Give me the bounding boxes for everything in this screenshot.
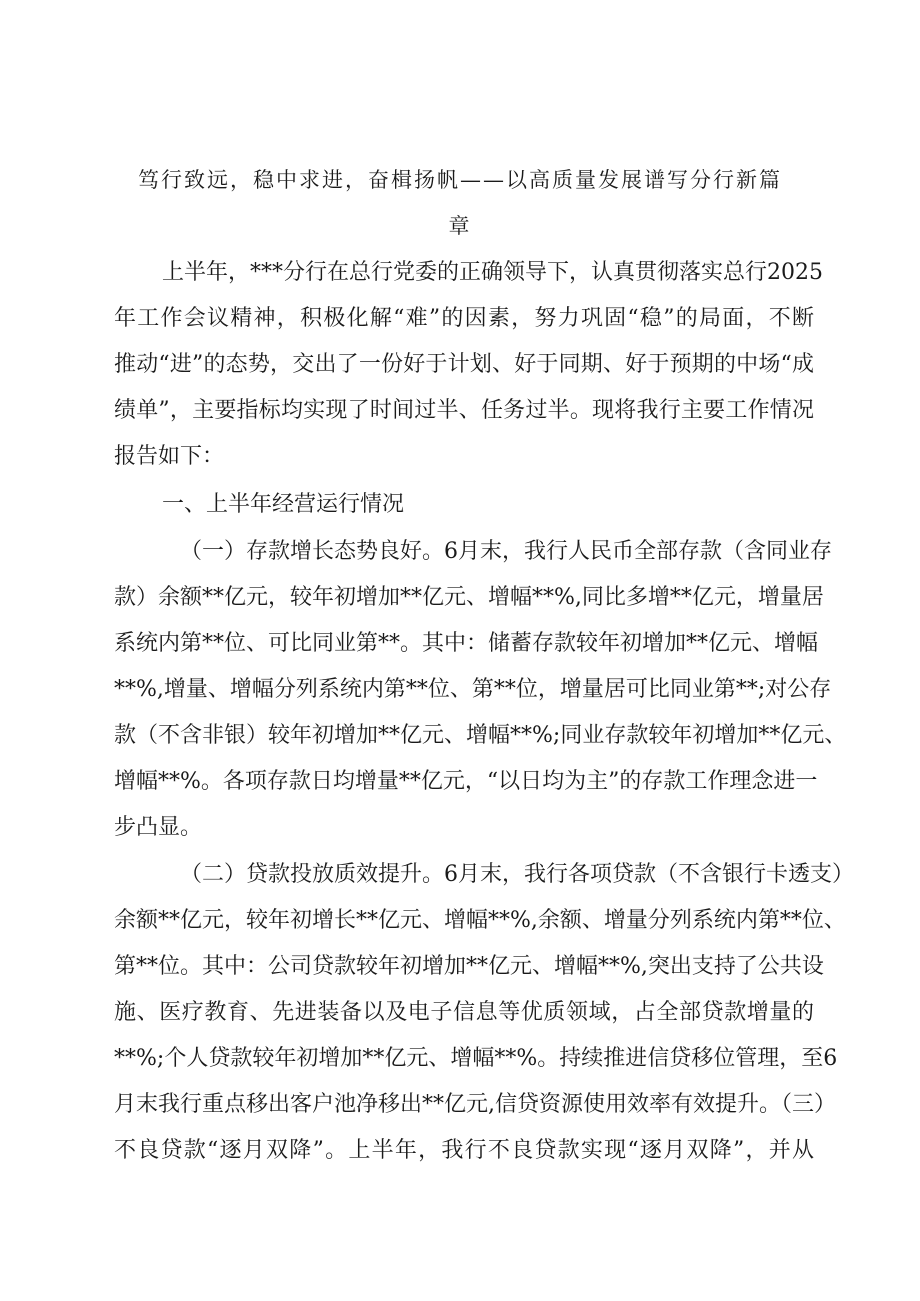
body-line: 款（不含非银）较年初增加**亿元、增幅**%;同业存款较年初增加**亿元、 — [114, 723, 847, 748]
body-line: 报告如下： — [114, 444, 225, 469]
body-line: 绩单”，主要指标均实现了时间过半、任务过半。现将我行主要工作情况 — [114, 398, 814, 423]
body-line: 年工作会议精神，积极化解“难”的因素，努力巩固“稳”的局面，不断 — [114, 306, 814, 331]
body-line: 系统内第**位、可比同业第**。其中：储蓄存款较年初增加**亿元、增幅 — [114, 631, 819, 656]
body-line: （二）贷款投放质效提升。6月末，我行各项贷款（不含银行卡透支） — [180, 862, 854, 887]
body-line: **%;个人贷款较年初增加**亿元、增幅**%。持续推进信贷移位管理，至6 — [114, 1046, 838, 1071]
section-heading: 一、上半年经营运行情况 — [162, 492, 405, 517]
body-line: 施、医疗教育、先进装备以及电子信息等优质领域，占全部贷款增量的 — [114, 1000, 814, 1025]
body-line: 步凸显。 — [114, 815, 203, 840]
body-line: 月末我行重点移出客户池净移出**亿元,信贷资源使用效率有效提升。（三） — [114, 1092, 836, 1117]
body-line: 上半年，***分行在总行党委的正确领导下，认真贯彻落实总行2025 — [162, 260, 823, 285]
body-line: 增幅**%。各项存款日均增量**亿元，“以日均为主”的存款工作理念进一 — [114, 769, 818, 794]
body-line: 款）余额**亿元，较年初增加**亿元、增幅**%,同比多增**亿元，增量居 — [114, 585, 824, 610]
body-line: 推动“进”的态势，交出了一份好于计划、好于同期、好于预期的中场“成 — [114, 352, 814, 377]
body-line: 不良贷款“逐月双降”。上半年，我行不良贷款实现“逐月双降”，并从 — [114, 1138, 814, 1163]
document-title: 笃行致远，稳中求进，奋楫扬帆——以高质量发展谱写分行新篇 — [138, 168, 782, 192]
document-title-continued: 章 — [448, 214, 472, 238]
body-line: （一）存款增长态势良好。6月末，我行人民币全部存款（含同业存 — [180, 539, 832, 564]
body-line: 第**位。其中：公司贷款较年初增加**亿元、增幅**%,突出支持了公共设 — [114, 954, 824, 979]
body-line: **%,增量、增幅分列系统内第**位、第**位，增量居可比同业第**;对公存 — [114, 677, 832, 702]
body-line: 余额**亿元，较年初增长**亿元、增幅**%,余额、增量分列系统内第**位、 — [114, 908, 846, 933]
